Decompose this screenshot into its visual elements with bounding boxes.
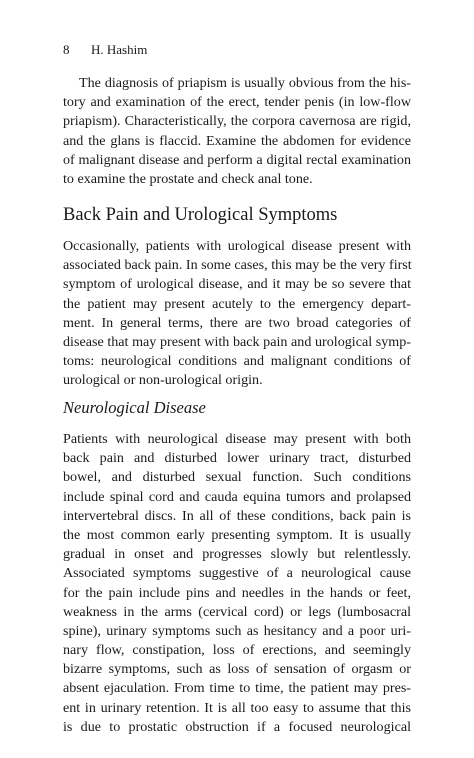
text-line: for the pain include pins and needles in the hands or feet, <box>63 584 411 601</box>
text-line: is due to prostatic obstruction if a focused neurological <box>63 718 411 735</box>
paragraph-priapism-diagnosis <box>63 74 411 189</box>
text-line: Occasionally, patients with urological disease present with <box>63 238 411 254</box>
text-line: the most common early presenting symptom. It is usually <box>63 526 411 543</box>
text-line: gradual in onset and progresses slowly but relentlessly. <box>63 546 411 563</box>
text-line: urological or non-urological origin. <box>63 372 263 389</box>
page-number: 8 <box>63 42 70 57</box>
text-line: ent in urinary retention. It is all too easy to assume that this <box>63 699 411 716</box>
text-line: include spinal cord and cauda equina tumors and prolapsed <box>63 488 411 505</box>
text-line: the patient may present acutely to the emergency depart- <box>63 295 411 312</box>
text-line: spine), urinary symptoms such as hesitancy and a poor uri- <box>63 622 411 639</box>
section-heading: Back Pain and Urological Symptoms <box>63 205 338 225</box>
text-line: symptom of urological disease, and it may be so severe that <box>63 276 411 293</box>
running-head-author: H. Hashim <box>91 42 148 57</box>
text-line: to examine the prostate and check anal tone. <box>63 170 313 187</box>
text-line: ment. In general terms, there are two broad categories of <box>63 314 411 331</box>
text-line: nary flow, constipation, loss of erections, and seemingly <box>63 642 411 659</box>
text-line: weakness in the arms (cervical cord) or legs (lumbosacral <box>63 603 411 620</box>
text-line: and the glans is flaccid. Examine the abdomen for evidence <box>63 132 411 149</box>
text-line: Patients with neurological disease may present with both <box>63 431 411 447</box>
text-line: tory and examination of the erect, tender penis (in low-flow <box>63 94 411 111</box>
text-line: priapism). Characteristically, the corpora cavernosa are rigid, <box>63 113 411 130</box>
text-line: of malignant disease and perform a digital rectal examination <box>63 151 411 168</box>
subsection-heading: Neurological Disease <box>63 398 206 417</box>
text-line: intervertebral discs. In all of these conditions, back pain is <box>63 507 411 524</box>
text-line: back pain and disturbed lower urinary tract, disturbed <box>63 450 411 467</box>
text-line: Associated symptoms suggestive of a neurological cause <box>63 565 411 582</box>
text-line: absent ejaculation. From time to time, the patient may pres- <box>63 680 411 697</box>
text-line: bowel, and disturbed sexual function. Such conditions <box>63 469 411 486</box>
paragraph-neurological-disease <box>63 430 411 737</box>
text-line: associated back pain. In some cases, this may be the very first <box>63 257 412 274</box>
text-line: The diagnosis of priapism is usually obvious from the his- <box>79 75 411 91</box>
text-line: bizarre symptoms, such as loss of sensation of orgasm or <box>63 661 411 678</box>
running-head <box>63 42 147 58</box>
text-line: disease that may present with back pain and urological symp- <box>63 333 411 350</box>
paragraph-back-pain-intro <box>63 237 411 391</box>
text-line: toms: neurological conditions and malignant conditions of <box>63 353 411 370</box>
